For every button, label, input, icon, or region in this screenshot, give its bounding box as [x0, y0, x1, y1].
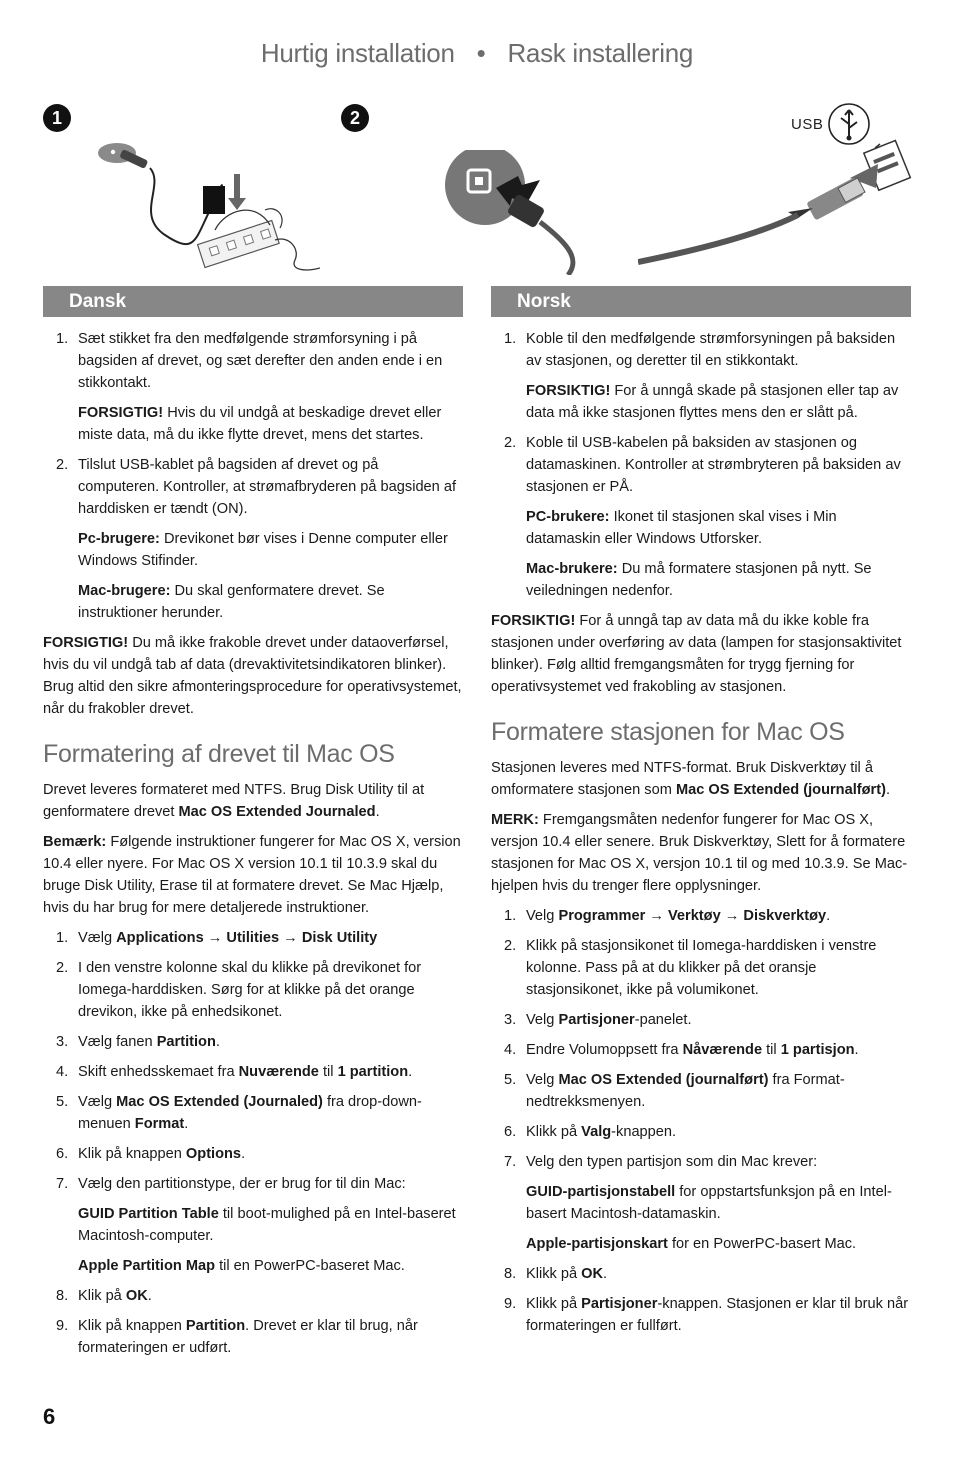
step-text: Klikk på: [526, 1124, 582, 1140]
step-1-badge: 1: [43, 104, 71, 132]
step-text: Format: [134, 1116, 185, 1132]
step-text: .: [184, 1116, 189, 1132]
step-2-badge: 2: [341, 104, 369, 132]
step-number: 3.: [56, 1034, 69, 1050]
step-text: Vælg fanen: [78, 1034, 157, 1050]
list-item: [43, 1031, 463, 1053]
step-number: 1.: [56, 930, 69, 946]
list-item: [43, 1285, 463, 1307]
danish-column: [43, 286, 463, 1367]
note-label: Mac-brukere:: [526, 561, 618, 577]
list-item: [491, 1293, 911, 1337]
list-item: [43, 957, 463, 1023]
step-text: Vælg den partitionstype, der er brug for til din Mac:: [78, 1176, 406, 1192]
option-text: til en PowerPC-baseret Mac.: [215, 1258, 405, 1274]
step-number: 4.: [504, 1042, 517, 1058]
step-text: .: [854, 1042, 859, 1058]
danish-section-title: Formatering af drevet til Mac OS: [43, 740, 395, 768]
list-item: [491, 1039, 911, 1061]
step-text: .: [147, 1288, 152, 1304]
step-number: 9.: [56, 1318, 69, 1334]
usb-drive-port-illustration: [440, 150, 585, 275]
norwegian-note: [491, 809, 911, 897]
norwegian-caution: [491, 610, 911, 698]
danish-setup-steps: [43, 328, 463, 624]
norwegian-heading: Norsk: [491, 286, 911, 317]
step-text: →: [720, 908, 744, 924]
step-number: 2.: [56, 457, 69, 473]
list-item: [43, 1091, 463, 1135]
step-text: →: [645, 908, 668, 924]
step-text: .: [603, 1266, 608, 1282]
caution-label: FORSIGTIG!: [43, 635, 129, 651]
danish-note: [43, 831, 463, 919]
step-text: Partisjoner: [558, 1012, 635, 1028]
step-text: -knappen.: [611, 1124, 677, 1140]
step-text: Vælg: [78, 930, 117, 946]
step-text: OK: [581, 1266, 604, 1282]
note-label: FORSIKTIG!: [526, 383, 611, 399]
note-text: Ikonet til stasjonen skal vises i Min datamaskin eller Windows Utforsker.: [526, 509, 837, 547]
note-text: Fremgangsmåten nedenfor fungerer for Mac OS X, versjon 10.4 eller senere. Bruk Diskverktøy, Slett for å formatere stasjonen for Mac OS X, versjon 10.1 til og med 10.3.9. Se Mac-hjelpen hvis du trenger flere opplysninger.: [491, 812, 908, 894]
step-number: 5.: [56, 1094, 69, 1110]
intro-end: .: [885, 782, 891, 798]
list-item: [43, 1143, 463, 1165]
step-text: Mac OS Extended (journalført): [558, 1072, 769, 1088]
list-item: [43, 927, 463, 949]
step-text: Programmer: [558, 908, 646, 924]
list-item: [43, 1061, 463, 1083]
pc-users-note: [526, 506, 911, 550]
step-text: Tilslut USB-kablet på bagsiden af drevet og på computeren. Kontroller, at strømafbryderen på bagsiden af harddisken er tændt (ON).: [78, 457, 457, 517]
list-item: [43, 1173, 463, 1277]
partition-option: [78, 1203, 463, 1247]
step-text: Partition: [185, 1318, 246, 1334]
step-text: Nåværende: [682, 1042, 763, 1058]
step-text: OK: [125, 1288, 148, 1304]
step-number: 2.: [504, 435, 517, 451]
step-text: Klik på knappen: [78, 1318, 186, 1334]
caution-text: For å unngå tap av data må du ikke koble fra stasjonen under overføring av data (lampen for stasjonsaktivitet blinker). Følg alltid fremgangsmåten for trygg fjerning for operativsystemet ved frakobling av stasjonen.: [491, 613, 902, 695]
norwegian-column: [491, 286, 911, 1345]
power-connection-illustration: [95, 140, 320, 275]
page-title: [0, 38, 954, 69]
step-number: 1.: [504, 331, 517, 347]
step-text: .: [241, 1146, 246, 1162]
step-number: 6.: [504, 1124, 517, 1140]
intro-text: Drevet leveres formateret med NTFS. Brug Disk Utility til at genformatere drevet: [43, 782, 425, 820]
option-text: GUID-partisjonstabell: [526, 1184, 676, 1200]
option-text: til boot-mulighed på en Intel-baseret Macintosh-computer.: [78, 1206, 456, 1244]
partition-option: [526, 1181, 911, 1225]
danish-caution: [43, 632, 463, 720]
step-text: Klikk på stasjonsikonet til Iomega-harddisken i venstre kolonne. Pass på at du klikker på det oransje stasjonsikonet, ikke på volumikonet.: [526, 938, 877, 998]
danish-heading: Dansk: [43, 286, 463, 317]
list-item: [43, 1315, 463, 1359]
step-text: Options: [185, 1146, 242, 1162]
step-text: .: [215, 1034, 220, 1050]
mac-users-note: [78, 580, 463, 624]
usb-computer-illustration: [638, 100, 913, 270]
step-number: 9.: [504, 1296, 517, 1312]
step-text: I den venstre kolonne skal du klikke på drevikonet for Iomega-harddisken. Sørg for at klikke på det orange drevikon, ikke på enhedsikonet.: [78, 960, 422, 1020]
step-text: Verktøy: [667, 908, 721, 924]
step-text: Velg den typen partisjon som din Mac krever:: [526, 1154, 818, 1170]
option-text: for oppstartsfunksjon på en Intel-basert Macintosh-datamaskin.: [526, 1184, 892, 1222]
note-label: PC-brukere:: [526, 509, 610, 525]
step-text: Koble til den medfølgende strømforsyningen på baksiden av stasjonen, og deretter til en stikkontakt.: [526, 331, 896, 369]
note-label: FORSIGTIG!: [78, 405, 164, 421]
step-text: Vælg: [78, 1094, 117, 1110]
step-text: Klik på: [78, 1288, 126, 1304]
danish-intro: [43, 779, 463, 823]
intro-format: Mac OS Extended (journalført): [675, 782, 886, 798]
list-item: [491, 1263, 911, 1285]
step-text: Skift enhedsskemaet fra: [78, 1064, 239, 1080]
page-number: 6: [43, 1404, 56, 1429]
caution-note: [526, 380, 911, 424]
step-text: Valg: [581, 1124, 612, 1140]
step-text: Velg: [526, 1012, 559, 1028]
intro-text: Stasjonen leveres med NTFS-format. Bruk Diskverktøy til å omformatere stasjonen som: [491, 760, 873, 798]
step-text: Koble til USB-kabelen på baksiden av stasjonen og datamaskinen. Kontroller at strømbryteren på baksiden av stasjonen er PÅ.: [526, 435, 901, 495]
step-text: Velg: [526, 908, 559, 924]
list-item: [43, 328, 463, 446]
note-label: Pc-brugere:: [78, 531, 160, 547]
title-norwegian: Rask installering: [507, 38, 694, 68]
step-text: Klikk på: [526, 1266, 582, 1282]
step-text: →: [203, 930, 227, 946]
step-number: 2.: [504, 938, 517, 954]
note-text: For å unngå skade på stasjonen eller tap av data må ikke stasjonen flyttes mens den er slått på.: [526, 383, 899, 421]
option-text: Apple-partisjonskart: [526, 1236, 668, 1252]
caution-text: Du må ikke frakoble drevet under dataoverførsel, hvis du vil undgå tab af data (drevaktivitetsindikatoren blinker). Brug altid den sikre afmonteringsprocedure for operativsystemet, når du frakobler drevet.: [43, 635, 462, 717]
step-text: 1 partition: [337, 1064, 409, 1080]
list-item: [491, 1009, 911, 1031]
list-item: [491, 432, 911, 602]
norwegian-mac-steps: [491, 905, 911, 1337]
list-item: [491, 328, 911, 424]
step-text: . Drevet er klar til brug, når formateringen er udført.: [78, 1318, 418, 1356]
note-text: Du skal genformatere drevet. Se instruktioner herunder.: [78, 583, 385, 621]
note-text: Hvis du vil undgå at beskadige drevet eller miste data, må du ikke flytte drevet, mens det startes.: [78, 405, 442, 443]
step-text: Diskverktøy: [743, 908, 827, 924]
step-text: fra Format-nedtrekksmenyen.: [526, 1072, 845, 1110]
step-number: 1.: [504, 908, 517, 924]
step-text: -knappen. Stasjonen er klar til bruk når formateringen er fullført.: [526, 1296, 909, 1334]
step-number: 4.: [56, 1064, 69, 1080]
list-item: [491, 1121, 911, 1143]
norwegian-section-title: Formatere stasjonen for Mac OS: [491, 718, 845, 746]
step-text: til: [762, 1042, 781, 1058]
step-text: Applications: [116, 930, 204, 946]
step-text: Disk Utility: [301, 930, 378, 946]
step-text: →: [279, 930, 302, 946]
step-text: Mac OS Extended (Journaled): [116, 1094, 323, 1110]
title-separator: •: [476, 38, 486, 68]
partition-option: [78, 1255, 463, 1277]
list-item: [491, 1151, 911, 1255]
step-text: til: [318, 1064, 338, 1080]
step-text: fra drop-down-menuen: [78, 1094, 422, 1132]
pc-users-note: [78, 528, 463, 572]
mac-users-note: [526, 558, 911, 602]
title-danish: Hurtig installation: [260, 38, 455, 68]
intro-end: .: [375, 804, 380, 820]
step-number: 3.: [504, 1012, 517, 1028]
list-item: [43, 454, 463, 624]
option-text: GUID Partition Table: [78, 1206, 219, 1222]
step-text: Nuværende: [238, 1064, 319, 1080]
caution-label: FORSIKTIG!: [491, 613, 576, 629]
partition-option: [526, 1233, 911, 1255]
step-text: Endre Volumoppsett fra: [526, 1042, 683, 1058]
step-text: 1 partisjon: [780, 1042, 855, 1058]
step-number: 6.: [56, 1146, 69, 1162]
step-text: .: [408, 1064, 413, 1080]
note-label: MERK:: [491, 812, 539, 828]
list-item: [491, 935, 911, 1001]
norwegian-intro: [491, 757, 911, 801]
option-text: Apple Partition Map: [78, 1258, 216, 1274]
step-text: Klikk på: [526, 1296, 582, 1312]
step-number: 8.: [56, 1288, 69, 1304]
step-number: 8.: [504, 1266, 517, 1282]
note-label: Mac-brugere:: [78, 583, 171, 599]
intro-format: Mac OS Extended Journaled: [178, 804, 376, 820]
step-number: 2.: [56, 960, 69, 976]
step-number: 1.: [56, 331, 69, 347]
danish-mac-steps: [43, 927, 463, 1359]
step-number: 7.: [504, 1154, 517, 1170]
step-text: Partition: [156, 1034, 216, 1050]
step-text: -panelet.: [634, 1012, 692, 1028]
step-text: Klik på knappen: [78, 1146, 186, 1162]
note-text: Følgende instruktioner fungerer for Mac OS X, version 10.4 eller nyere. For Mac OS X version 10.1 til 10.3.9 skal du bruge Disk Utility, Erase til at formatere drevet. Se Mac Hjælp, hvis du har brug for mere detaljerede instruktioner.: [43, 834, 461, 916]
step-text: Partisjoner: [581, 1296, 658, 1312]
step-text: Sæt stikket fra den medfølgende strømforsyning i på bagsiden af drevet, og sæt derefter den anden ende i en stikkontakt.: [78, 331, 443, 391]
step-text: Velg: [526, 1072, 559, 1088]
step-number: 7.: [56, 1176, 69, 1192]
usb-label: USB: [791, 116, 824, 133]
note-label: Bemærk:: [43, 834, 107, 850]
step-text: Utilities: [226, 930, 280, 946]
list-item: [491, 1069, 911, 1113]
norwegian-setup-steps: [491, 328, 911, 602]
step-number: 5.: [504, 1072, 517, 1088]
note-text: Drevikonet bør vises i Denne computer eller Windows Stifinder.: [78, 531, 448, 569]
step-text: .: [826, 908, 831, 924]
note-text: Du må formatere stasjonen på nytt. Se veiledningen nedenfor.: [526, 561, 872, 599]
list-item: [491, 905, 911, 927]
caution-note: [78, 402, 463, 446]
option-text: for en PowerPC-basert Mac.: [667, 1236, 857, 1252]
